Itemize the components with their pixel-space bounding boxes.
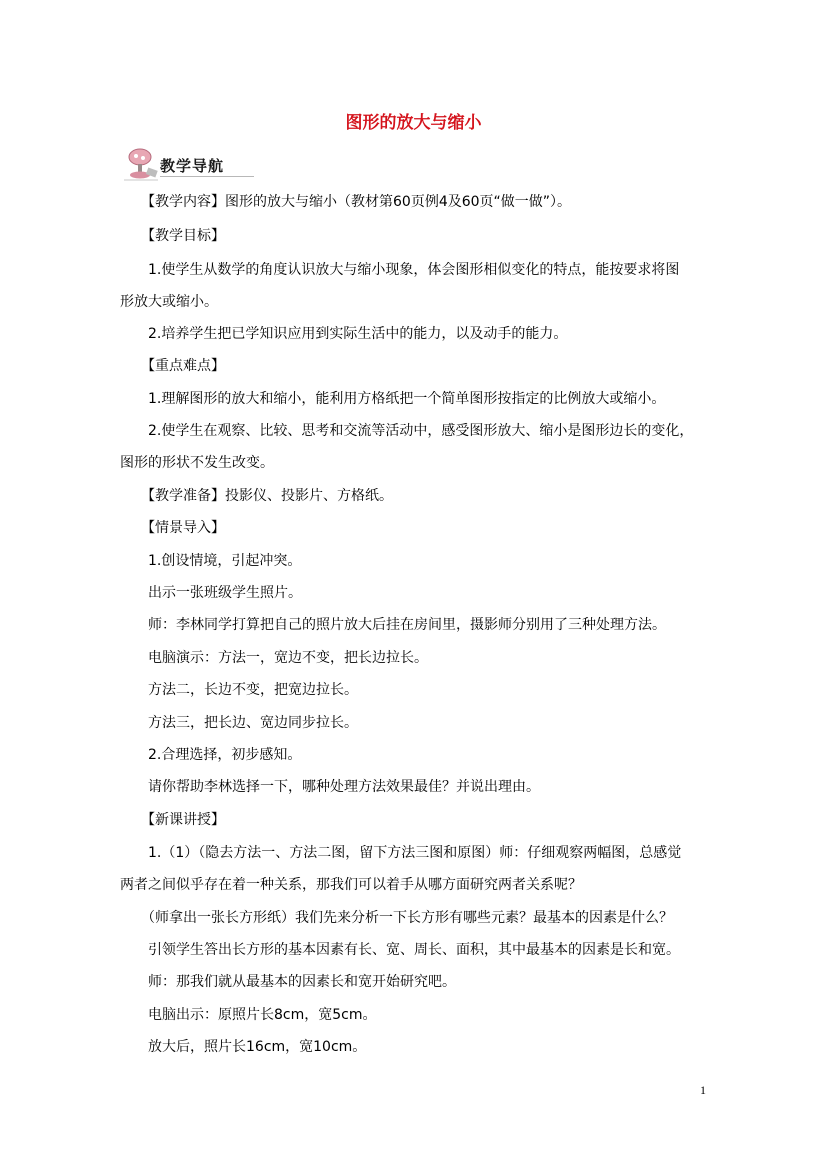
desk-lamp-icon xyxy=(120,142,160,184)
text-line: 【教学目标】 xyxy=(120,228,225,244)
text-line: 方法三，把长边、宽边同步拉长。 xyxy=(120,715,358,731)
text-line: 电脑出示：原照片长8cm，宽5cm。 xyxy=(120,1007,377,1023)
text-line: 电脑演示：方法一，宽边不变，把长边拉长。 xyxy=(120,650,428,666)
text-line: 【重点难点】 xyxy=(120,358,225,374)
text-line: 放大后，照片长16cm，宽10cm。 xyxy=(120,1039,367,1055)
text-line: 师：那我们就从最基本的因素长和宽开始研究吧。 xyxy=(120,974,456,990)
text-line: 两者之间似乎存在着一种关系，那我们可以着手从哪方面研究两者关系呢？ xyxy=(120,877,582,893)
text-line: （师拿出一张长方形纸）我们先来分析一下长方形有哪些元素？最基本的因素是什么？ xyxy=(120,910,673,926)
section-banner xyxy=(120,142,254,184)
text-line: 2.使学生在观察、比较、思考和交流等活动中，感受图形放大、缩小是图形边长的变化， xyxy=(120,423,694,439)
text-line: 1.使学生从数学的角度认识放大与缩小现象，体会图形相似变化的特点，能按要求将图 xyxy=(120,262,680,278)
text-line: 请你帮助李林选择一下，哪种处理方法效果最佳？并说出理由。 xyxy=(120,779,540,795)
text-line: 1.（1）（隐去方法一、方法二图，留下方法三图和原图）师：仔细观察两幅图，总感觉 xyxy=(120,845,682,861)
page-number: 1 xyxy=(700,1083,706,1097)
text-line: 1.理解图形的放大和缩小，能利用方格纸把一个简单图形按指定的比例放大或缩小。 xyxy=(120,391,666,407)
text-line: 1.创设情境，引起冲突。 xyxy=(120,553,302,569)
text-line: 【新课讲授】 xyxy=(120,812,225,828)
text-line: 方法二，长边不变，把宽边拉长。 xyxy=(120,682,358,698)
text-line: 出示一张班级学生照片。 xyxy=(120,585,302,601)
text-line: 【情景导入】 xyxy=(120,520,225,536)
text-line: 2.培养学生把已学知识应用到实际生活中的能力，以及动手的能力。 xyxy=(120,326,568,342)
text-line: 【教学内容】图形的放大与缩小（教材第60页例4及60页“做一做”）。 xyxy=(120,194,572,210)
banner-label: 教学导航 xyxy=(160,157,225,175)
text-line: 形放大或缩小。 xyxy=(120,294,218,310)
text-line: 【教学准备】投影仪、投影片、方格纸。 xyxy=(120,488,393,504)
text-line: 引领学生答出长方形的基本因素有长、宽、周长、面积，其中最基本的因素是长和宽。 xyxy=(120,942,680,958)
text-line: 2.合理选择，初步感知。 xyxy=(120,747,302,763)
page-title: 图形的放大与缩小 xyxy=(345,113,482,133)
text-line: 师：李林同学打算把自己的照片放大后挂在房间里，摄影师分别用了三种处理方法。 xyxy=(120,617,666,633)
banner-divider xyxy=(160,176,254,177)
text-line: 图形的形状不发生改变。 xyxy=(120,455,274,471)
